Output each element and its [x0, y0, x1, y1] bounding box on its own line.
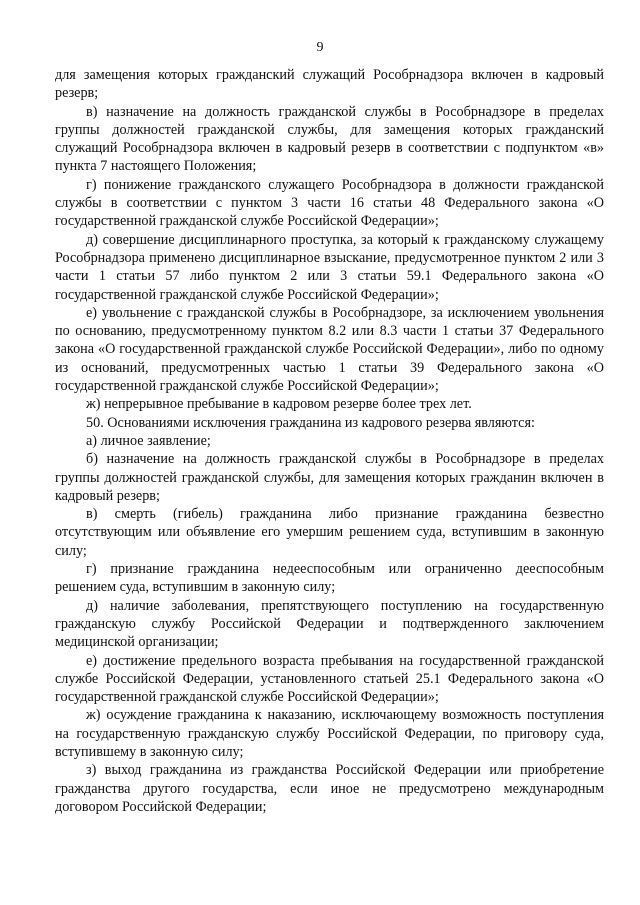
paragraph: д) наличие заболевания, препятствующего поступлению на государственную гражданскую службу Российской Федерации и подтвержденного заключением медицинской организации;: [55, 597, 604, 651]
paragraph: б) назначение на должность гражданской службы в Рособрнадзоре в пределах группы должностей гражданской службы, для замещения которых гражданин включен в кадровый резерв;: [55, 451, 604, 504]
paragraph: 50. Основаниями исключения гражданина из кадрового резерва являются:: [86, 414, 535, 431]
paragraph: з) выход гражданина из гражданства Российской Федерации или приобретение гражданства другого государства, если иное не предусмотрено международным договором Российской Федерации;: [55, 762, 604, 815]
paragraph: е) увольнение с гражданской службы в Рособрнадзоре, за исключением увольнения по основанию, предусмотренному пунктом 8.2 или 8.3 части 1 статьи 37 Федерального закона «О государственной гражданской службе Российской Федерации», либо по одному из оснований, предусмотренных частью 1 статьи 39 Федерального закона «О государственной гражданской службе Российской Федерации»;: [55, 304, 604, 395]
document-body: [55, 66, 604, 816]
paragraph: ж) осуждение гражданина к наказанию, исключающему возможность поступления на государственную гражданскую службу Российской Федерации, по приговору суда, вступившему в законную силу;: [55, 707, 604, 760]
paragraph: для замещения которых гражданский служащий Рособрнадзора включен в кадровый резерв;: [55, 67, 604, 102]
paragraph: д) совершение дисциплинарного проступка, за который к гражданскому служащему Рособрнадзора применено дисциплинарное взыскание, предусмотренное пунктом 2 или 3 части 1 статьи 57 либо пунктом 2 или 3 статьи 59.1 Федерального закона «О государственной гражданской службе Российской Федерации»;: [55, 231, 604, 303]
paragraph: е) достижение предельного возраста пребывания на государственной гражданской службе Российской Федерации, установленного статьей 25.1 Федерального закона «О государственной гражданской службе Российской Федерации»;: [55, 652, 604, 706]
paragraph: в) назначение на должность гражданской службы в Рособрнадзоре в пределах группы должностей гражданской службы, для замещения которых гражданский служащий Рособрнадзора включен в кадровый резерв в соответствии с подпунктом «в» пункта 7 настоящего Положения;: [55, 103, 604, 175]
paragraph: г) признание гражданина недееспособным или ограниченно дееспособным решением суда, вступившим в законную силу;: [55, 561, 604, 596]
paragraph: ж) непрерывное пребывание в кадровом резерве более трех лет.: [86, 396, 472, 413]
page-number: 9: [316, 40, 324, 55]
paragraph: в) смерть (гибель) гражданина либо признание гражданина безвестно отсутствующим или объявление его умершим решением суда, вступившим в законную силу;: [55, 506, 604, 559]
paragraph: г) понижение гражданского служащего Рособрнадзора в должности гражданской службы в соответствии с пунктом 3 части 16 статьи 48 Федерального закона «О государственной гражданской службе Российской Федерации»;: [55, 176, 604, 230]
paragraph: а) личное заявление;: [86, 432, 211, 449]
